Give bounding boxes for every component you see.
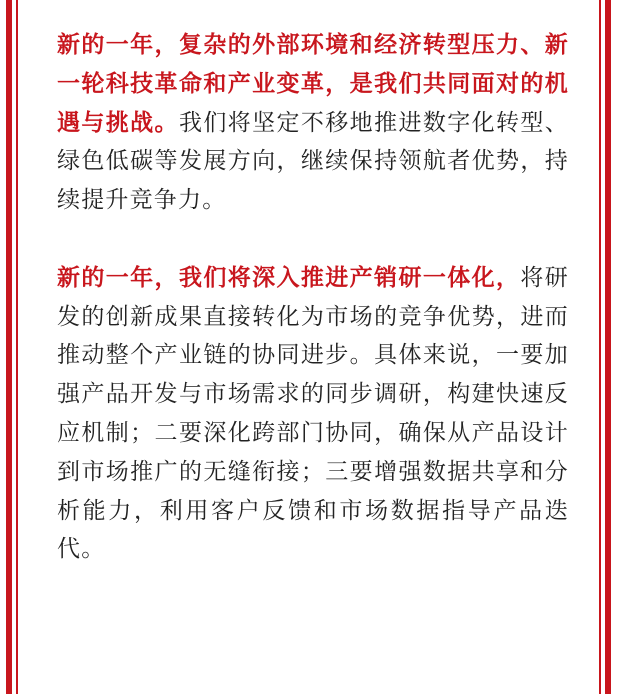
right-decorative-border — [605, 0, 611, 694]
paragraph-1-highlight: 新的一年，复杂的外部环境和经济转型压力、新一轮科技革命和产业变革，是我们共同面对的机遇与挑战。 — [57, 32, 569, 136]
paragraph-2 — [57, 259, 569, 569]
left-decorative-border-inner — [16, 0, 18, 694]
paragraph-2-highlight: 新的一年，我们将深入推进产销研一体化， — [57, 264, 521, 291]
article-body — [57, 26, 569, 569]
paragraph-1 — [57, 26, 569, 220]
paragraph-1-body: 我们将坚定不移地推进数字化转型、绿色低碳等发展方向，继续保持领航者优势，持续提升竞争力。 — [57, 109, 570, 214]
right-decorative-border-inner — [599, 0, 601, 694]
left-decorative-border — [6, 0, 12, 694]
paragraph-2-body: 将研发的创新成果直接转化为市场的竞争优势，进而推动整个产业链的协同进步。具体来说，一要加强产品开发与市场需求的同步调研，构建快速反应机制；二要深化跨部门协同，确保从产品设计到市场推广的无缝衔接；三要增强数据共享和分析能力，利用客户反馈和市场数据指导产品迭代。 — [57, 264, 569, 563]
